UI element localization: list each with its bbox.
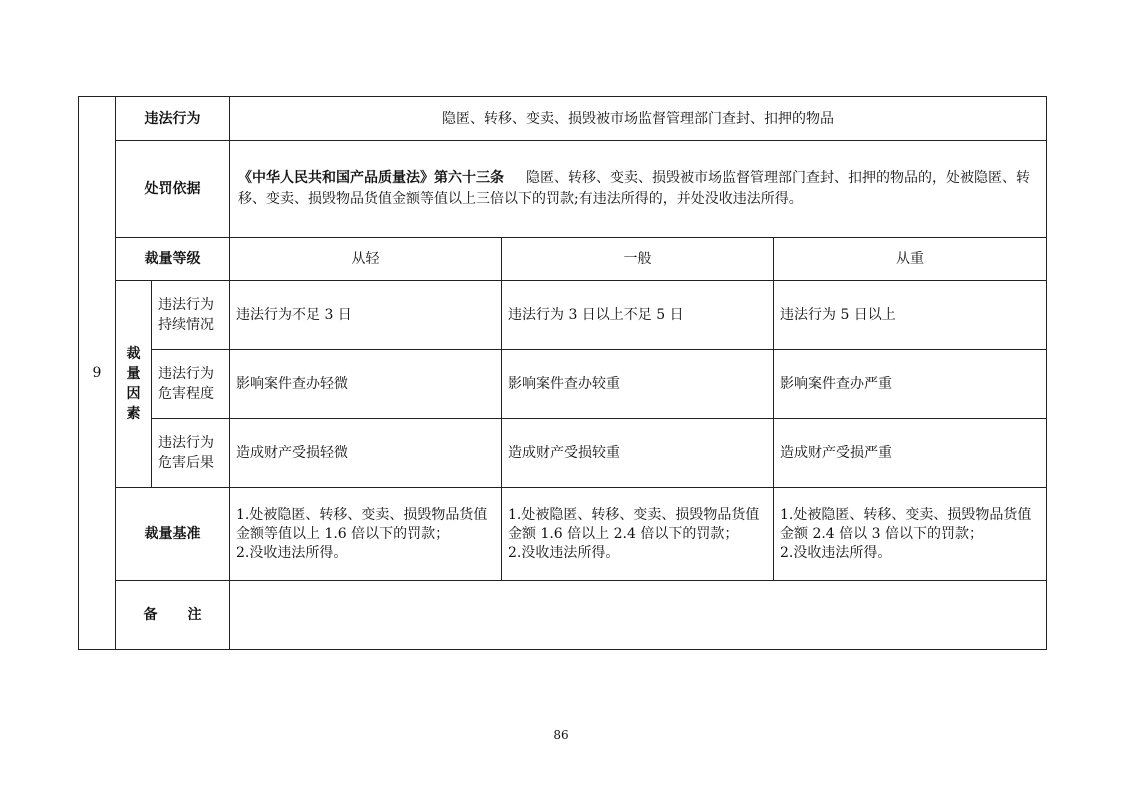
factor-value: 影响案件查办轻微 <box>230 350 502 419</box>
factor-value: 影响案件查办严重 <box>774 350 1047 419</box>
factor-name: 违法行为 危害后果 <box>152 419 230 488</box>
basis-law: 《中华人民共和国产品质量法》第六十三条 <box>238 170 504 186</box>
factor-value: 违法行为不足 3 日 <box>230 281 502 350</box>
levels-label: 裁量等级 <box>116 238 230 281</box>
factor-name: 违法行为 危害程度 <box>152 350 230 419</box>
basis-cell <box>230 141 1047 238</box>
level-heavy: 从重 <box>774 238 1047 281</box>
remark-label: 备 注 <box>116 581 230 650</box>
basis-text: 隐匿、转移、变卖、损毁被市场监督管理部门查封、扣押的物品的，处被隐匿、转移、变卖、损毁物品货值金额等值以上三倍以下的罚款;有违法所得的，并处没收违法所得。 <box>238 170 1030 207</box>
factors-label-char: 素 <box>126 406 141 422</box>
factor-value: 造成财产受损较重 <box>502 419 774 488</box>
penalty-discretion-table <box>78 96 1047 650</box>
standard-heavy: 1.处被隐匿、转移、变卖、损毁物品货值 金额 2.4 倍以 3 倍以下的罚款； 2.没收违法所得。 <box>774 488 1047 581</box>
remark-value <box>230 581 1047 650</box>
item-number: 9 <box>79 97 116 650</box>
standard-label: 裁量基准 <box>116 488 230 581</box>
factor-value: 违法行为 3 日以上不足 5 日 <box>502 281 774 350</box>
factor-value: 违法行为 5 日以上 <box>774 281 1047 350</box>
violation-value: 隐匿、转移、变卖、损毁被市场监督管理部门查封、扣押的物品 <box>230 97 1047 141</box>
page-number: 86 <box>553 728 569 742</box>
factors-label <box>116 281 152 488</box>
level-light: 从轻 <box>230 238 502 281</box>
factor-value: 造成财产受损轻微 <box>230 419 502 488</box>
standard-light: 1.处被隐匿、转移、变卖、损毁物品货值 金额等值以上 1.6 倍以下的罚款； 2.没收违法所得。 <box>230 488 502 581</box>
factors-label-char: 因 <box>126 386 141 402</box>
factor-value: 造成财产受损严重 <box>774 419 1047 488</box>
level-general: 一般 <box>502 238 774 281</box>
factor-name: 违法行为 持续情况 <box>152 281 230 350</box>
basis-label: 处罚依据 <box>116 141 230 238</box>
factors-label-char: 裁 <box>126 346 141 362</box>
standard-general: 1.处被隐匿、转移、变卖、损毁物品货值 金额 1.6 倍以上 2.4 倍以下的罚款； 2.没收违法所得。 <box>502 488 774 581</box>
factors-label-char: 量 <box>126 366 141 382</box>
violation-label: 违法行为 <box>116 97 230 141</box>
factor-value: 影响案件查办较重 <box>502 350 774 419</box>
